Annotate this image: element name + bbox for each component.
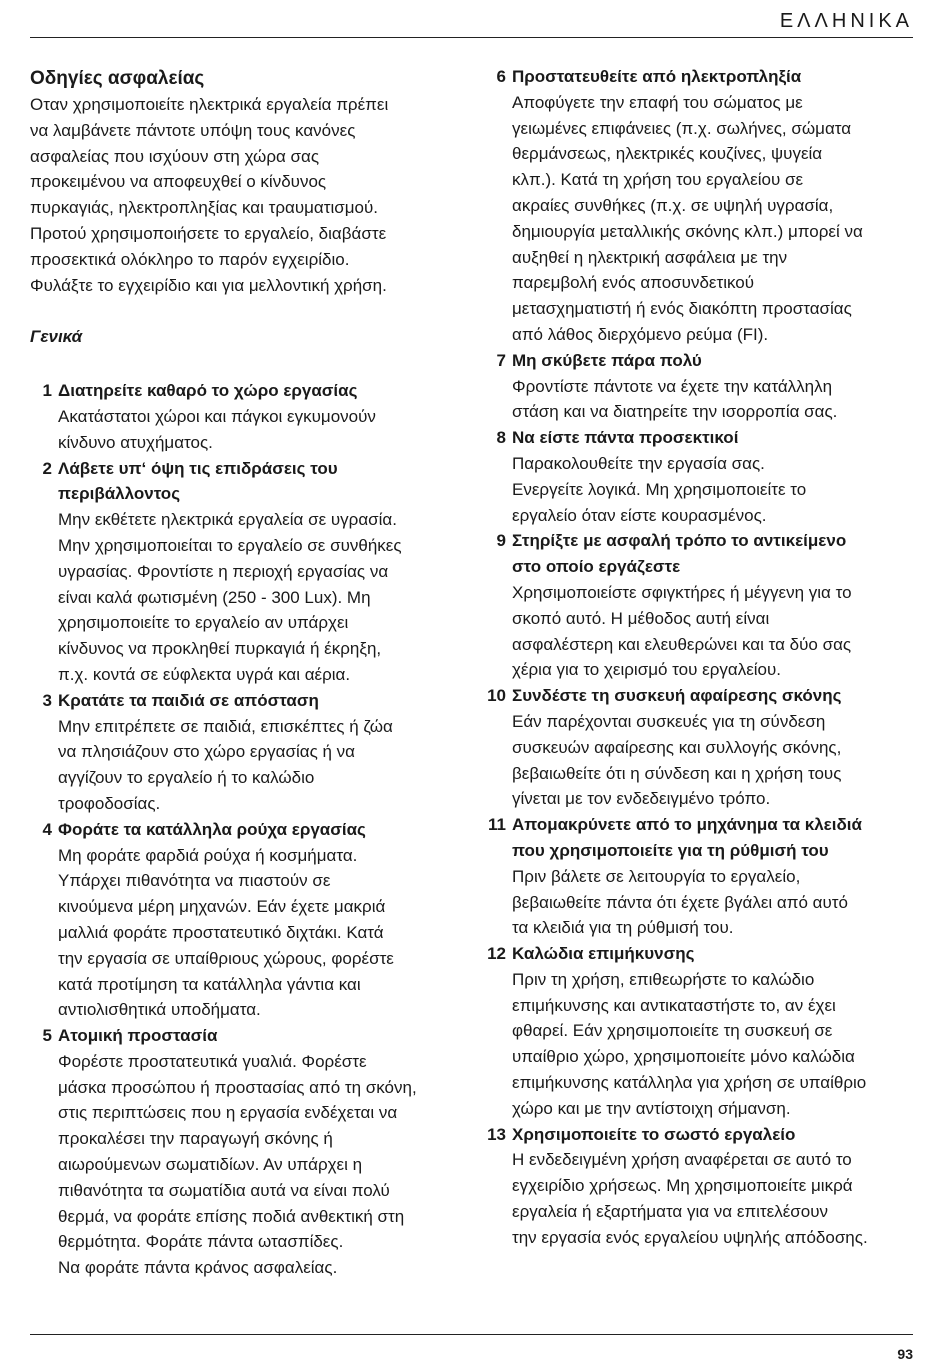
- item-body-line: Να φοράτε πάντα κράνος ασφαλείας.: [58, 1258, 338, 1278]
- item-title-line: Λάβετε υπ‘ όψη τις επιδράσεις του: [58, 458, 338, 478]
- item-body: [512, 709, 916, 812]
- item-body-line: Αποφύγετε την επαφή του σώματος με: [512, 92, 803, 112]
- item-body-line: αγγίζουν το εργαλείο ή το καλώδιο: [58, 768, 315, 788]
- item-body-line: τροφοδοσίας.: [58, 793, 161, 813]
- safety-item: [30, 456, 460, 688]
- item-body: [512, 864, 916, 941]
- item-body-line: εργαλείο όταν είστε κουρασμένος.: [512, 505, 767, 525]
- item-body-line: χρησιμοποιείτε το εργαλείο αν υπάρχει: [58, 613, 349, 633]
- item-body-line: Φροντίστε πάντοτε να έχετε την κατάλληλη: [512, 376, 833, 396]
- item-body-line: Πριν τη χρήση, επιθεωρήστε το καλώδιο: [512, 969, 815, 989]
- item-body-line: φθαρεί. Εάν χρησιμοποιείτε τη συσκευή σε: [512, 1021, 833, 1041]
- item-body-line: γειωμένες επιφάνειες (π.χ. σωλήνες, σώματα: [512, 118, 852, 138]
- item-body-line: Μην χρησιμοποιείται το εργαλείο σε συνθήκες: [58, 535, 402, 555]
- safety-item: [484, 683, 916, 812]
- item-body: [58, 404, 460, 456]
- item-body-line: χέρια για το χειρισμό του εργαλείου.: [512, 660, 782, 680]
- intro-line: προκειμένου να αποφευχθεί ο κίνδυνος: [30, 172, 327, 192]
- item-body-line: στάση και να διατηρείτε την ισορροπία σας.: [512, 402, 838, 422]
- item-title-line: Να είστε πάντα προσεκτικοί: [512, 428, 739, 448]
- item-title: [512, 812, 916, 864]
- item-body-line: Χρησιμοποιείστε σφιγκτήρες ή μέγγενη για το: [512, 582, 852, 602]
- item-number: 12: [487, 944, 506, 964]
- item-body-line: γίνεται με τον ενδεδειγμένο τρόπο.: [512, 789, 771, 809]
- item-title-line: Κρατάτε τα παιδιά σε απόσταση: [58, 690, 319, 710]
- item-body-line: υγρασίας. Φροντίστε η περιοχή εργασίας να: [58, 561, 389, 581]
- item-body-line: αντιολισθητικά υποδήματα.: [58, 1000, 261, 1020]
- item-number: 2: [42, 458, 52, 478]
- item-body-line: σκοπό αυτό. Η μέθοδος αυτή είναι: [512, 608, 770, 628]
- item-body-line: βεβαιωθείτε ότι η σύνδεση και η χρήση τους: [512, 763, 842, 783]
- item-body: [512, 451, 916, 528]
- item-title: [58, 688, 460, 714]
- right-column: [484, 64, 916, 1251]
- item-body-line: εγχειρίδιο χρήσεως. Μη χρησιμοποιείτε μικρά: [512, 1176, 853, 1196]
- item-body: [58, 714, 460, 817]
- safety-item: [30, 378, 460, 455]
- item-body: [512, 1147, 916, 1250]
- intro-line: πυρκαγιάς, ηλεκτροπληξίας και τραυματισμού.: [30, 198, 379, 218]
- item-body-line: από λάθος διερχόμενο ρεύμα (FI).: [512, 324, 769, 344]
- item-body-line: βεβαιωθείτε πάντα ότι έχετε βγάλει από αυτό: [512, 892, 848, 912]
- safety-item: [30, 688, 460, 817]
- item-body: [512, 374, 916, 426]
- item-title-line: Ατομική προστασία: [58, 1026, 218, 1046]
- item-number: 13: [487, 1124, 506, 1144]
- intro-line: ασφαλείας που ισχύουν στη χώρα σας: [30, 146, 320, 166]
- item-body-line: θερμότητα. Φοράτε πάντα ωτασπίδες.: [58, 1232, 344, 1252]
- item-body-line: μάσκα προσώπου ή προστασίας από τη σκόνη,: [58, 1077, 417, 1097]
- right-item-list: [484, 64, 916, 1251]
- item-number: 4: [42, 819, 52, 839]
- item-body-line: μετασχηματιστή ή ενός διακόπτη προστασίας: [512, 299, 852, 319]
- item-title-line: Διατηρείτε καθαρό το χώρο εργασίας: [58, 381, 358, 401]
- item-title-line: Προστατευθείτε από ηλεκτροπληξία: [512, 67, 802, 86]
- item-title: [58, 1023, 460, 1049]
- safety-instructions-title: Οδηγίες ασφαλείας: [30, 68, 205, 89]
- item-body-line: εργαλεία ή εξαρτήματα για να επιτελέσουν: [512, 1202, 829, 1222]
- item-title-line: Καλώδια επιμήκυνσης: [512, 944, 695, 964]
- intro-line: προσεκτικά ολόκληρο το παρόν εγχειρίδιο.: [30, 249, 350, 269]
- item-body-line: χώρο και με την αντίστοιχη σήμανση.: [512, 1098, 791, 1118]
- language-label: ΕΛΛΗΝΙΚΑ: [779, 10, 913, 32]
- item-title-line: Συνδέστε τη συσκευή αφαίρεσης σκόνης: [512, 686, 842, 706]
- item-body: [512, 580, 916, 683]
- item-number: 3: [42, 690, 52, 710]
- item-title-line: Φοράτε τα κατάλληλα ρούχα εργασίας: [58, 819, 366, 839]
- item-body-line: στις περιπτώσεις που η εργασία ενδέχεται να: [58, 1103, 398, 1123]
- item-title-line: Χρησιμοποιείτε το σωστό εργαλείο: [512, 1124, 796, 1144]
- item-title: [58, 456, 460, 508]
- item-title-line: Μη σκύβετε πάρα πολύ: [512, 350, 702, 370]
- safety-item: [484, 1122, 916, 1251]
- item-body-line: κλπ.). Κατά τη χρήση του εργαλείου σε: [512, 170, 804, 190]
- item-title: [58, 378, 460, 404]
- item-body-line: πιθανότητα τα σωματίδια αυτά να είναι πολύ: [58, 1180, 390, 1200]
- item-body-line: Μη φοράτε φαρδιά ρούχα ή κοσμήματα.: [58, 845, 358, 865]
- item-number: 6: [496, 67, 506, 86]
- item-title: [512, 528, 916, 580]
- intro-line: Προτού χρησιμοποιήσετε το εργαλείο, διαβάστε: [30, 223, 387, 243]
- item-number: 1: [42, 381, 52, 401]
- item-body-line: Παρακολουθείτε την εργασία σας.: [512, 453, 765, 473]
- safety-item: [30, 1023, 460, 1281]
- item-body-line: δημιουργία μεταλλικής σκόνης κλπ.) μπορεί να: [512, 221, 863, 241]
- item-body-line: την εργασία σε υπαίθριους χώρους, φορέστε: [58, 948, 394, 968]
- item-body-line: να πλησιάζουν στο χώρο εργασίας ή να: [58, 742, 355, 762]
- item-title: [58, 817, 460, 843]
- item-body-line: αιωρούμενων σωματιδίων. Αν υπάρχει η: [58, 1155, 363, 1175]
- safety-item: [484, 812, 916, 941]
- item-title: [512, 348, 916, 374]
- item-body-line: ακραίες συνθήκες (π.χ. σε υψηλή υγρασία,: [512, 195, 834, 215]
- item-number: 7: [496, 350, 506, 370]
- item-body-line: π.χ. κοντά σε εύφλεκτα υγρά και αέρια.: [58, 664, 351, 684]
- general-heading: Γενικά: [30, 327, 83, 347]
- item-number: 11: [488, 815, 506, 835]
- item-body: [512, 90, 916, 348]
- intro-line: Οταν χρησιμοποιείτε ηλεκτρικά εργαλεία πρέπει: [30, 95, 389, 114]
- item-body-line: επιμήκυνσης και αντικαταστήστε το, αν έχει: [512, 995, 836, 1015]
- left-item-list: [30, 378, 460, 1281]
- page-number: 93: [897, 1346, 913, 1362]
- intro-line: Φυλάξτε το εγχειρίδιο και για μελλοντική χρήση.: [30, 275, 387, 295]
- item-body-line: προκαλέσει την παραγωγή σκόνης ή: [58, 1129, 333, 1149]
- item-title-line: περιβάλλοντος: [58, 484, 181, 504]
- item-body-line: Υπάρχει πιθανότητα να πιαστούν σε: [58, 871, 331, 891]
- safety-item: [484, 64, 916, 348]
- item-body-line: Μην επιτρέπετε σε παιδιά, επισκέπτες ή ζώα: [58, 716, 393, 736]
- safety-item: [484, 528, 916, 683]
- item-number: 8: [496, 428, 506, 448]
- item-body: [58, 507, 460, 688]
- item-title: [512, 425, 916, 451]
- item-body-line: κατά προτίμηση τα κατάλληλα γάντια και: [58, 974, 361, 994]
- item-body-line: Μην εκθέτετε ηλεκτρικά εργαλεία σε υγρασία.: [58, 510, 397, 530]
- safety-item: [484, 348, 916, 425]
- item-body-line: την εργασία ενός εργαλείου υψηλής απόδοσης.: [512, 1227, 868, 1247]
- item-body-line: μαλλιά φοράτε προστατευτικό διχτάκι. Κατά: [58, 922, 384, 942]
- bottom-rule: [30, 1334, 913, 1335]
- safety-item: [484, 941, 916, 1122]
- item-body-line: είναι καλά φωτισμένη (250 - 300 Lux). Μη: [58, 587, 371, 607]
- safety-item: [484, 425, 916, 528]
- safety-instructions-intro: [30, 92, 460, 298]
- intro-line: να λαμβάνετε πάντοτε υπόψη τους κανόνες: [30, 120, 356, 140]
- item-body-line: θερμάνσεως, ηλεκτρικές κουζίνες, ψυγεία: [512, 144, 823, 164]
- item-body-line: κινούμενα μέρη μηχανών. Εάν έχετε μακριά: [58, 897, 386, 917]
- item-number: 5: [42, 1026, 52, 1046]
- item-body: [512, 967, 916, 1122]
- item-title: [512, 683, 916, 709]
- item-title-line: Στηρίξτε με ασφαλή τρόπο το αντικείμενο: [512, 531, 847, 551]
- item-body-line: Ακατάστατοι χώροι και πάγκοι εγκυμονούν: [58, 406, 376, 426]
- item-body-line: θερμά, να φοράτε επίσης ποδιά ανθεκτική στη: [58, 1206, 405, 1226]
- item-title: [512, 1122, 916, 1148]
- item-body-line: τα κλειδιά για τη ρύθμισή του.: [512, 918, 734, 938]
- item-body-line: Ενεργείτε λογικά. Μη χρησιμοποιείτε το: [512, 479, 807, 499]
- item-body-line: υπαίθριο χώρο, χρησιμοποιείτε μόνο καλώδια: [512, 1047, 855, 1067]
- item-title-line: που χρησιμοποιείτε για τη ρύθμισή του: [512, 840, 829, 860]
- top-rule: [30, 37, 913, 38]
- item-body-line: Η ενδεδειγμένη χρήση αναφέρεται σε αυτό το: [512, 1150, 852, 1170]
- item-body-line: ασφαλέστερη και ελευθερώνει και τα δύο σας: [512, 634, 852, 654]
- item-title-line: στο οποίο εργάζεστε: [512, 557, 681, 577]
- item-title: [512, 64, 916, 90]
- item-body: [58, 843, 460, 1024]
- item-body-line: κίνδυνος να προκληθεί πυρκαγιά ή έκρηξη,: [58, 639, 382, 659]
- item-body-line: κίνδυνο ατυχήματος.: [58, 432, 213, 452]
- item-title: [512, 941, 916, 967]
- item-body-line: Εάν παρέχονται συσκευές για τη σύνδεση: [512, 711, 826, 731]
- item-title-line: Απομακρύνετε από το μηχάνημα τα κλειδιά: [512, 815, 862, 835]
- item-body: [58, 1049, 460, 1281]
- left-column: [30, 64, 460, 1281]
- item-body-line: Πριν βάλετε σε λειτουργία το εργαλείο,: [512, 866, 801, 886]
- item-number: 9: [496, 531, 506, 551]
- item-body-line: Φορέστε προστατευτικά γυαλιά. Φορέστε: [58, 1051, 367, 1071]
- item-body-line: επιμήκυνσης κατάλληλα για χρήση σε υπαίθριο: [512, 1073, 867, 1093]
- safety-item: [30, 817, 460, 1023]
- item-body-line: συσκευών αφαίρεσης και συλλογής σκόνης,: [512, 737, 842, 757]
- item-body-line: παρεμβολή ενός αποσυνδετικού: [512, 273, 755, 293]
- item-body-line: αυξηθεί η ηλεκτρική ασφάλεια με την: [512, 247, 788, 267]
- item-number: 10: [487, 686, 506, 706]
